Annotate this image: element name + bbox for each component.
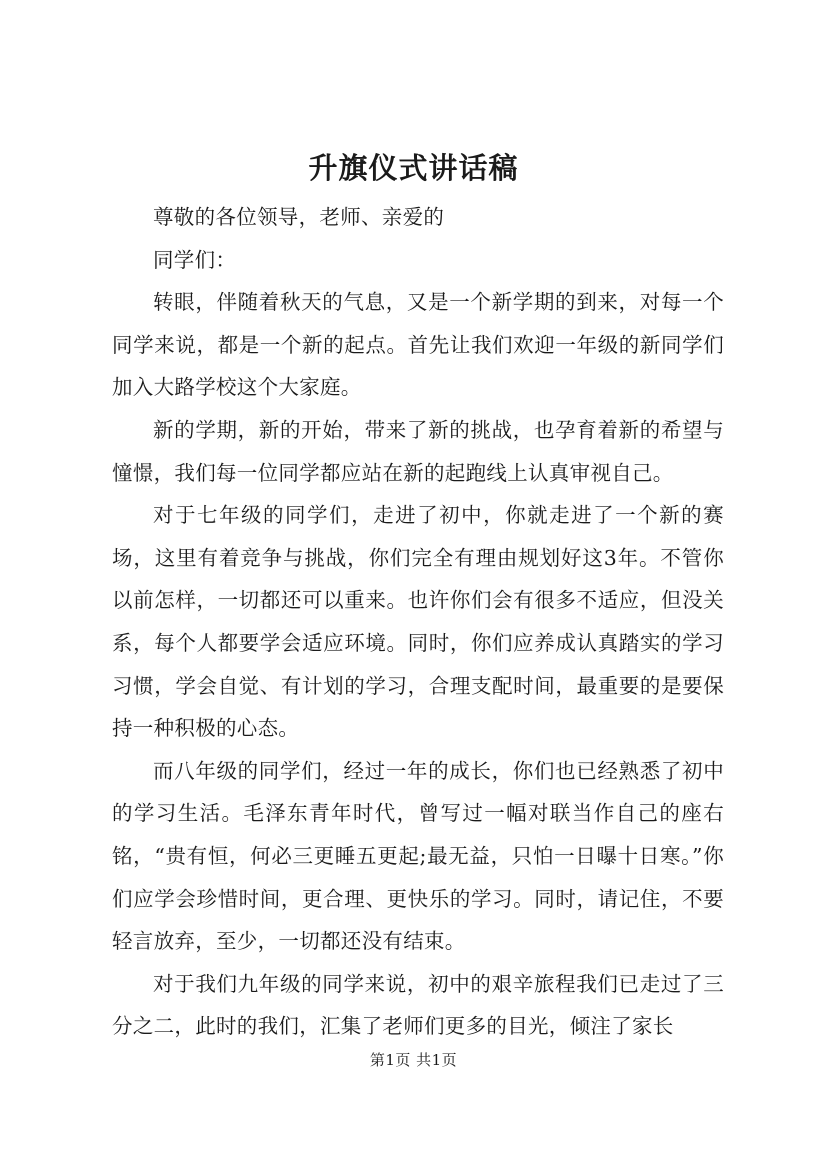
document-title: 升旗仪式讲话稿	[308, 151, 519, 185]
paragraph: 对于七年级的同学们，走进了初中，你就走进了一个新的赛场，这里有着竞争与挑战，你们完全有理由规划好这3年。不管你以前怎样，一切都还可以重来。也许你们会有很多不适应，但没关系，每个人都要学会适应环境。同时，你们应养成认真踏实的学习习惯，学会自觉、有计划的学习，合理支配时间，最重要的是要保持一种积极的心态。	[112, 503, 724, 741]
greeting-line-continued: 同学们：	[153, 247, 237, 272]
paragraph: 而八年级的同学们，经过一年的成长，你们也已经熟悉了初中的学习生活。毛泽东青年时代，曾写过一幅对联当作自己的座右铭，“贵有恒，何必三更睡五更起;最无益，只怕一日曝十日寒。”你们应学会珍惜时间，更合理、更快乐的学习。同时，请记住，不要轻言放弃，至少，一切都还没有结束。	[112, 758, 724, 954]
page-footer: 第1页 共1页	[369, 1051, 458, 1069]
greeting-line: 尊敬的各位领导，老师、亲爱的	[153, 205, 445, 229]
document-body	[112, 196, 724, 1048]
paragraph: 对于我们九年级的同学来说，初中的艰辛旅程我们已走过了三分之二，此时的我们，汇集了老师们更多的目光，倾注了家长	[112, 971, 724, 1039]
paragraph: 新的学期，新的开始，带来了新的挑战，也孕育着新的希望与憧憬，我们每一位同学都应站在新的起跑线上认真审视自己。	[112, 417, 724, 485]
paragraph: 转眼，伴随着秋天的气息，又是一个新学期的到来，对每一个同学来说，都是一个新的起点。首先让我们欢迎一年级的新同学们加入大路学校这个大家庭。	[112, 290, 724, 400]
